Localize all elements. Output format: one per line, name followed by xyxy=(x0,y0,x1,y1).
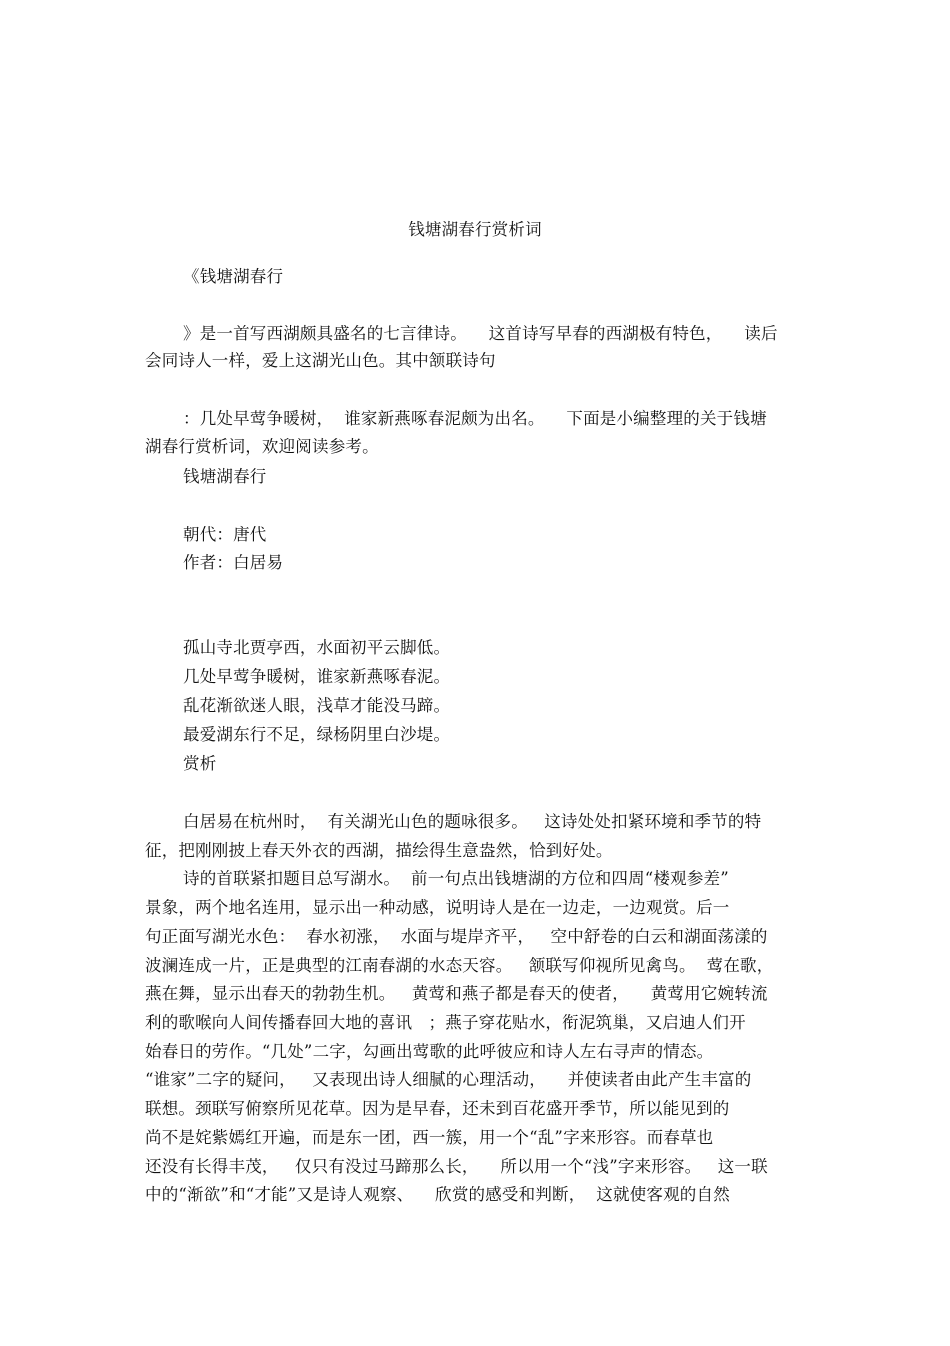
analysis-line: 白居易在杭州时， 有关湖光山色的题咏很多。 这诗处处扣紧环境和季节的特 xyxy=(183,812,762,831)
analysis-line: 中的“渐欲”和“才能”又是诗人观察、 欣赏的感受和判断， 这就使客观的自然 xyxy=(145,1185,730,1204)
analysis-line: 句正面写湖光水色： 春水初涨， 水面与堤岸齐平， 空中舒卷的白云和湖面荡漾的 xyxy=(145,927,768,946)
analysis-line: 始春日的劳作。“几处”二字，勾画出莺歌的此呼彼应和诗人左右寻声的情态。 xyxy=(145,1042,714,1061)
analysis-line: “谁家”二字的疑问， 又表现出诗人细腻的心理活动， 并使读者由此产生丰富的 xyxy=(145,1070,752,1089)
analysis-line: 波澜连成一片，正是典型的江南春湖的水态天容。 颔联写仰视所见禽鸟。 莺在歌， xyxy=(145,956,774,975)
analysis-line: 利的歌喉向人间传播春回大地的喜讯 ；燕子穿花贴水，衔泥筑巢，又启迪人们开 xyxy=(145,1013,746,1032)
analysis-heading: 赏析 xyxy=(183,754,217,773)
analysis-line: 还没有长得丰茂， 仅只有没过马蹄那么长， 所以用一个“浅”字来形容。 这一联 xyxy=(145,1157,768,1176)
analysis-line: 燕在舞，显示出春天的勃勃生机。 黄莺和燕子都是春天的使者， 黄莺用它婉转流 xyxy=(145,984,768,1003)
poem-line: 最爱湖东行不足，绿杨阴里白沙堤。 xyxy=(183,725,451,744)
analysis-line: 景象，两个地名连用，显示出一种动感，说明诗人是在一边走，一边观赏。后一 xyxy=(145,898,730,917)
intro-line-4: ：几处早莺争暖树， 谁家新燕啄春泥颇为出名。 下面是小编整理的关于钱塘 xyxy=(183,409,767,428)
analysis-line: 诗的首联紧扣题目总写湖水。 前一句点出钱塘湖的方位和四周“楼观参差” xyxy=(183,869,729,888)
analysis-line: 征，把刚刚披上春天外衣的西湖，描绘得生意盎然，恰到好处。 xyxy=(145,841,613,860)
poem-dynasty: 朝代：唐代 xyxy=(183,525,267,544)
intro-line-5: 湖春行赏析词，欢迎阅读参考。 xyxy=(145,437,379,456)
poem-author: 作者：白居易 xyxy=(183,553,284,572)
analysis-line: 尚不是姹紫嫣红开遍，而是东一团，西一簇，用一个“乱”字来形容。而春草也 xyxy=(145,1128,714,1147)
poem-line: 几处早莺争暖树，谁家新燕啄春泥。 xyxy=(183,667,451,686)
intro-line-3: 会同诗人一样，爱上这湖光山色。其中颔联诗句 xyxy=(145,351,496,370)
poem-line: 乱花渐欲迷人眼，浅草才能没马蹄。 xyxy=(183,696,451,715)
intro-line-2: 》是一首写西湖颇具盛名的七言律诗。 这首诗写早春的西湖极有特色， 读后 xyxy=(183,324,778,343)
poem-title: 钱塘湖春行 xyxy=(183,467,267,486)
intro-line-1: 《钱塘湖春行 xyxy=(183,267,284,286)
poem-line: 孤山寺北贾亭西，水面初平云脚低。 xyxy=(183,638,451,657)
document-title: 钱塘湖春行赏析词 xyxy=(408,220,542,239)
analysis-line: 联想。颈联写俯察所见花草。因为是早春，还未到百花盛开季节，所以能见到的 xyxy=(145,1099,730,1118)
